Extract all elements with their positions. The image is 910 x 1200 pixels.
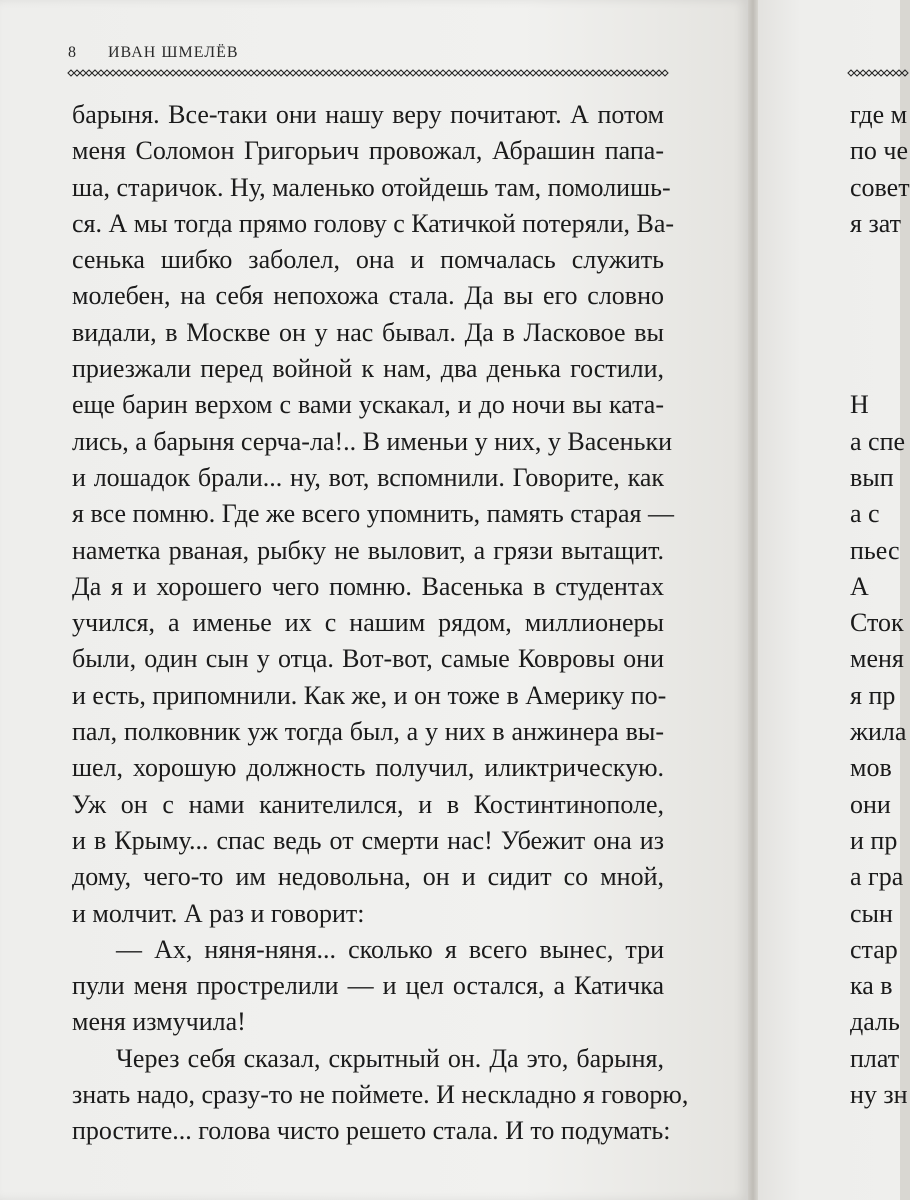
right-page-text: [850, 97, 910, 1113]
text-line: знать надо, сразу-то не поймете. И нескладно я говорю,: [72, 1080, 689, 1110]
text-line: наметка рваная, рыбку не выловит, а грязи вытащит.: [72, 535, 664, 565]
text-line: видали, в Москве он у нас бывал. Да в Ласковое вы: [72, 317, 664, 347]
text-line: и есть, припомнили. Как же, и он тоже в Америку по-: [72, 680, 667, 710]
right-text-line: пьес: [850, 535, 900, 565]
right-text-line: и пр: [850, 825, 898, 855]
text-line: приезжали перед войной к нам, два денька гостили,: [72, 354, 664, 384]
text-line: простите... голова чисто решето стала. И то подумать:: [72, 1116, 671, 1146]
text-line: и лошадок брали... ну, вот, вспомнили. Говорите, как: [72, 462, 664, 492]
right-text-line: они: [850, 789, 891, 819]
text-line: меня Соломон Григорьич провожал, Абрашин папа-: [72, 136, 664, 166]
text-line: Уж он с нами канителился, и в Костинтинополе,: [72, 789, 664, 819]
text-line: — Ах, няня-няня... сколько я всего вынес, три: [116, 934, 664, 964]
right-text-line: а с: [850, 499, 880, 529]
right-text-line: даль: [850, 1007, 900, 1037]
right-text-line: совет: [850, 172, 910, 202]
text-line: шел, хорошую должность получил, иликтрическую.: [72, 753, 664, 783]
right-text-line: [850, 278, 910, 314]
right-text-line: [850, 351, 910, 387]
right-text-line: ка в: [850, 971, 893, 1001]
right-text-line: ну зн: [850, 1080, 908, 1110]
right-text-line: вып: [850, 462, 894, 492]
text-line: и молчит. А раз и говорит:: [72, 898, 365, 928]
right-text-line: [850, 315, 910, 351]
right-text-line: Н: [850, 390, 869, 420]
text-line: еще барин верхом с вами ускакал, и до ночи вы ката-: [72, 390, 664, 420]
right-text-line: Сток: [850, 608, 904, 638]
text-line: барыня. Все-таки они нашу веру почитают. А потом: [72, 100, 664, 129]
right-text-line: стар: [850, 934, 898, 964]
right-text-line: [850, 242, 910, 278]
text-line: ся. А мы тогда прямо голову с Катичкой потеряли, Ва-: [72, 208, 675, 238]
right-text-line: меня: [850, 644, 904, 674]
text-line: молебен, на себя непохожа стала. Да вы его словно: [72, 281, 664, 311]
decorative-rule-right: [848, 68, 908, 78]
right-text-line: сын: [850, 898, 893, 928]
right-text-line: мов: [850, 753, 892, 783]
text-line: сенька шибко заболел, она и помчалась служить: [72, 245, 664, 275]
decorative-rule: [68, 68, 664, 78]
page-number: 8: [68, 44, 77, 61]
right-text-line: А: [850, 571, 869, 601]
right-text-line: а гра: [850, 862, 904, 892]
book-gutter: [748, 0, 758, 1200]
right-text-line: а спе: [850, 426, 906, 456]
text-line: учился, а именье их с нашим рядом, миллионеры: [72, 608, 664, 638]
body-text: [72, 97, 689, 1150]
right-text-line: плат: [850, 1043, 900, 1073]
text-line: пал, полковник уж тогда был, а у них в анжинера вы-: [72, 717, 664, 747]
text-line: дому, чего-то им недовольна, он и сидит со мной,: [72, 862, 664, 892]
text-line: Да я и хорошего чего помню. Васенька в студентах: [72, 571, 664, 601]
right-text-line: я зат: [850, 208, 901, 238]
text-line: лись, а барыня серча-ла!.. В именьи у них, у Васеньки: [72, 426, 672, 456]
author-name: ИВАН ШМЕЛЁВ: [108, 44, 239, 61]
text-line: пули меня прострелили — и цел остался, а Катичка: [72, 971, 664, 1001]
text-line: меня измучила!: [72, 1007, 246, 1037]
right-page: [758, 0, 910, 1200]
text-line: я все помню. Где же всего упомнить, память старая —: [72, 499, 674, 529]
running-head: [68, 44, 668, 66]
text-line: были, один сын у отца. Вот-вот, самые Ковровы они: [72, 644, 664, 674]
right-text-line: жила: [850, 717, 907, 747]
text-line: Через себя сказал, скрытный он. Да это, барыня,: [116, 1043, 664, 1073]
right-text-line: по че: [850, 136, 909, 166]
right-text-line: где м: [850, 100, 908, 129]
right-text-line: я пр: [850, 680, 896, 710]
text-line: ша, старичок. Ну, маленько отойдешь там, помолишь-: [72, 172, 671, 202]
text-line: и в Крыму... спас ведь от смерти нас! Убежит она из: [72, 825, 664, 855]
